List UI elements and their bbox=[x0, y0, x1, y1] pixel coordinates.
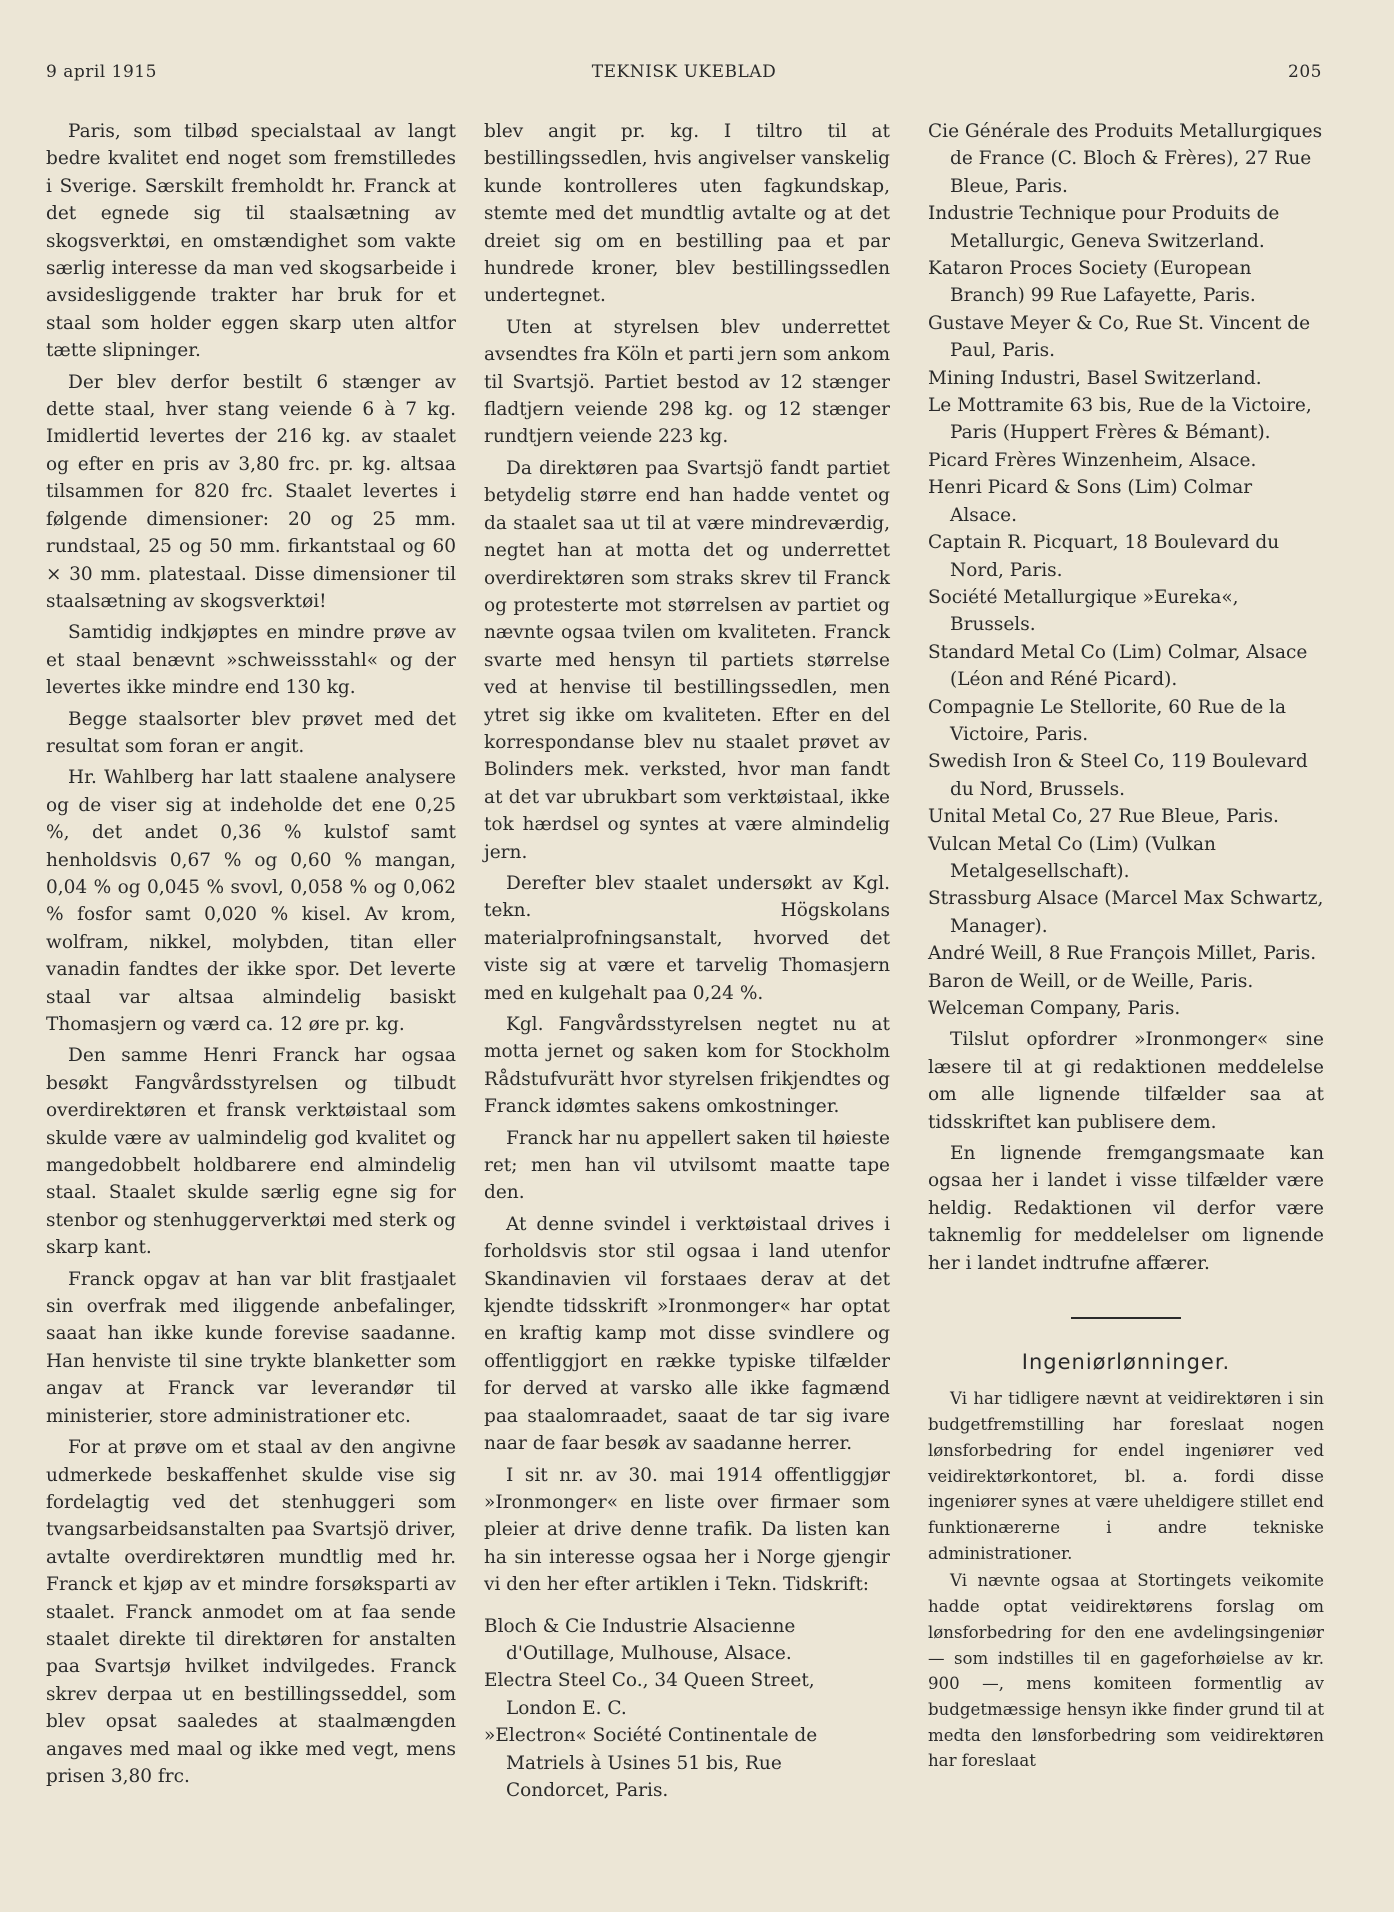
firm-list-item: Vulcan Metal Co (Lim) (Vulkan Metalgesellschaft). bbox=[928, 833, 1216, 882]
firm-list-item: Industrie Technique pour Produits de Metallurgic, Geneva Switzerland. bbox=[928, 203, 1280, 252]
paragraph: I sit nr. av 30. mai 1914 offentliggjør »Ironmonger« en liste over firmaer som pleier at drive denne trafik. Da listen kan ha sin interesse ogsaa her i Norge gjengir vi den her efter artiklen i Tekn. Tidskrift: bbox=[484, 1464, 890, 1596]
firm-list-item: André Weill, 8 Rue François Millet, Paris. bbox=[928, 943, 1317, 965]
section-body bbox=[928, 1386, 1324, 1774]
paragraph: Vi har tidligere nævnt at veidirektøren i sin budgetfremstilling har foreslaat nogen lønsforbedring for endel ingeniører ved veidirektørkontoret, bl. a. fordi disse ingeniører synes at være uheldigere stillet end funktionærerne i andre tekniske administrationer. bbox=[928, 1389, 1324, 1563]
paragraph: Franck har nu appellert saken til høieste ret; men han vil utvilsomt maatte tape den. bbox=[484, 1127, 890, 1204]
page-header bbox=[46, 62, 1322, 92]
paragraph: For at prøve om et staal av den angivne udmerkede beskaffenhet skulde vise sig fordelagtig ved det stenhuggeri som tvangsarbeidsanstalten paa Svartsjö driver, avtalte overdirektøren mundtlig med hr. Franck et kjøp av et mindre forsøksparti av staalet. Franck anmodet om at faa sende staalet direkte til direktøren for anstalten paa Svartsjø hvilket indvilgedes. Franck skrev derpaa ut en bestillingsseddel, som blev opsat saaledes at staalmængden angaves med maal og ikke med vegt, mens prisen 3,80 frc. bbox=[46, 1437, 456, 1787]
firm-list-item: Le Mottramite 63 bis, Rue de la Victoire, Paris (Huppert Frères & Bémant). bbox=[928, 395, 1312, 444]
firm-list-item: Picard Frères Winzenheim, Alsace. bbox=[928, 449, 1257, 471]
column-3 bbox=[928, 118, 1324, 1776]
firm-list-item: Captain R. Picquart, 18 Boulevard du Nord, Paris. bbox=[928, 532, 1280, 581]
firm-list-item: Swedish Iron & Steel Co, 119 Boulevard du Nord, Brussels. bbox=[928, 751, 1308, 800]
firm-list-item: Henri Picard & Sons (Lim) Colmar Alsace. bbox=[928, 477, 1253, 526]
page-number: 205 bbox=[1288, 62, 1322, 82]
paragraph: En lignende fremgangsmaate kan ogsaa her i landet i visse tilfælder være heldig. Redaktionen vil derfor være taknemlig for meddelelser om lignende her i landet indtrufne affærer. bbox=[928, 1143, 1324, 1274]
paragraph: Vi nævnte ogsaa at Stortingets veikomite hadde optat veidirektørens forslag om lønsforbedring for den ene avdelingsingeniør — som indstilles til en gageforhøielse av kr. 900 —, mens komiteen formentlig av budgetmæssige hensyn ikke finder grund til at medta den lønsforbedring som veidirektøren har foreslaat bbox=[928, 1571, 1324, 1771]
paragraph: Uten at styrelsen blev underrettet avsendtes fra Köln et parti jern som ankom til Svartsjö. Partiet bestod av 12 stænger fladtjern veiende 298 kg. og 12 stænger rundtjern veiende 223 kg. bbox=[484, 316, 890, 448]
firm-list-item: Welceman Company, Paris. bbox=[928, 998, 1181, 1019]
section-heading: Ingeniørlønninger. bbox=[1021, 1350, 1231, 1375]
paragraph: Tilslut opfordrer »Ironmonger« sine læsere til at gi redaktionen meddelelse om alle lignende tilfælder saa at tidsskriftet kan publisere dem. bbox=[928, 1029, 1324, 1133]
firm-list-item: Standard Metal Co (Lim) Colmar, Alsace (Léon and Réné Picard). bbox=[928, 641, 1308, 691]
firm-list-item: Compagnie Le Stellorite, 60 Rue de la Victoire, Paris. bbox=[928, 696, 1286, 745]
issue-date: 9 april 1915 bbox=[46, 62, 157, 82]
firm-list-item: Kataron Proces Society (European Branch) 99 Rue Lafayette, Paris. bbox=[928, 258, 1256, 307]
firm-list-item: Bloch & Cie Industrie Alsacienne d'Outillage, Mulhouse, Alsace. bbox=[484, 1615, 796, 1664]
paragraph: Da direktøren paa Svartsjö fandt partiet betydelig større end han hadde ventet og da staalet saa ut til at være mindreværdig, negtet han at motta det og underrettet overdirektøren som straks skrev til Franck og protesterte mot størrelsen av partiet og nævnte ogsaa tvilen om kvaliteten. Franck svarte med hensyn til partiets størrelse ved at henvise til bestillingssedlen, men ytret sig ikke om kvaliteten. Efter en del korrespondanse blev nu staalet prøvet av Bolinders mek. verksted, hvor man fandt at det var ubrukbart som verktøistaal, ikke tok hærdsel og syntes at være almindelig jern. bbox=[484, 457, 890, 863]
firm-list-item: Gustave Meyer & Co, Rue St. Vincent de Paul, Paris. bbox=[928, 312, 1311, 362]
paragraph: Samtidig indkjøptes en mindre prøve av et staal benævnt »schweissstahl« og der levertes ikke mindre end 130 kg. bbox=[46, 622, 456, 699]
firm-list-item: »Electron« Société Continentale de Matriels à Usines 51 bis, Rue Condorcet, Paris. bbox=[484, 1725, 818, 1801]
journal-title: TEKNISK UKEBLAD bbox=[591, 62, 777, 82]
column-2 bbox=[484, 118, 890, 1804]
firm-list-item: Unital Metal Co, 27 Rue Bleue, Paris. bbox=[928, 806, 1279, 828]
paragraph: At denne svindel i verktøistaal drives i forholdsvis stor stil ogsaa i land utenfor Skandinavien vil forstaaes derav at det kjendte tidsskrift »Ironmonger« har optat en kraftig kamp mot disse svindlere og offentliggjort en række typiske tilfælder for derved at varsko alle ikke fagmænd paa staalomraadet, saaat de tar sig ivare naar de faar besøk av saadanne herrer. bbox=[484, 1213, 890, 1455]
paragraph: Den samme Henri Franck har ogsaa besøkt Fangvårdsstyrelsen og tilbudt overdirektøren et fransk verktøistaal som skulde være av ualmindelig god kvalitet og mangedobbelt holdbarere end almindelig staal. Staalet skulde særlig egne sig for stenbor og stenhuggerverktøi med sterk og skarp kant. bbox=[46, 1045, 456, 1259]
paragraph: Paris, som tilbød specialstaal av langt bedre kvalitet end noget som fremstilledes i Sverige. Særskilt fremholdt hr. Franck at det egnede sig til staalsætning av skogsverktøi, en omstændighet som vakte særlig interesse da man ved skogsarbeide i avsidesliggende trakter har bruk for et staal som holder eggen skarp uten altfor tætte slipninger. bbox=[46, 121, 456, 362]
firm-list-item: Mining Industri, Basel Switzerland. bbox=[928, 367, 1262, 389]
section-divider bbox=[1071, 1317, 1181, 1319]
paragraph: Hr. Wahlberg har latt staalene analysere og de viser sig at indeholde det ene 0,25 %, det andet 0,36 % kulstof samt henholdsvis 0,67 % og 0,60 % mangan, 0,04 % og 0,045 % svovl, 0,058 % og 0,062 % fosfor samt 0,020 % kisel. Av krom, wolfram, nikkel, molybden, titan eller vanadin fandtes der ikke spor. Det leverte staal var altsaa almindelig basiskt Thomasjern og værd ca. 12 øre pr. kg. bbox=[46, 767, 456, 1035]
paragraph: Begge staalsorter blev prøvet med det resultat som foran er angit. bbox=[46, 708, 456, 757]
firm-list-item: Strassburg Alsace (Marcel Max Schwartz, Manager). bbox=[928, 888, 1324, 937]
paragraph: blev angit pr. kg. I tiltro til at bestillingssedlen, hvis angivelser vanskelig kunde kontrolleres uten fagkundskap, stemte med det mundtlig avtalte og at det dreiet sig om en bestilling paa et par hundrede kroner, blev bestillingssedlen undertegnet. bbox=[484, 121, 890, 307]
paragraph: Franck opgav at han var blit frastjaalet sin overfrak med iliggende anbefalinger, saaat han ikke kunde forevise saadanne. Han henviste til sine trykte blanketter som angav at Franck var leverandør til ministerier, store administrationer etc. bbox=[46, 1268, 456, 1427]
firm-list-item: Electra Steel Co., 34 Queen Street, London E. C. bbox=[484, 1670, 815, 1719]
column-1 bbox=[46, 118, 456, 1794]
firm-list-item: Cie Générale des Produits Metallurgiques de France (C. Bloch & Frères), 27 Rue Bleue, Paris. bbox=[928, 121, 1323, 197]
paragraph: Kgl. Fangvårdsstyrelsen negtet nu at motta jernet og saken kom for Stockholm Rådstufvurätt hvor styrelsen frikjendtes og Franck idømtes sakens omkostninger. bbox=[484, 1014, 890, 1118]
paragraph: Der blev derfor bestilt 6 stænger av dette staal, hver stang veiende 6 à 7 kg. Imidlertid levertes der 216 kg. av staalet og efter en pris av 3,80 frc. pr. kg. altsaa tilsammen for 820 frc. Staalet levertes i følgende dimensioner: 20 og 25 mm. rundstaal, 25 og 50 mm. firkantstaal og 60 × 30 mm. platestaal. Disse dimensioner til staalsætning av skogsverktøi! bbox=[46, 371, 456, 612]
firm-list-item: Société Metallurgique »Eureka«, Brussels. bbox=[928, 586, 1239, 636]
paragraph: Derefter blev staalet undersøkt av Kgl. tekn. Högskolans materialprofningsanstalt, hvorved det viste sig at være et tarvelig Thomasjern med en kulgehalt paa 0,24 %. bbox=[484, 872, 890, 1004]
firm-list-item: Baron de Weill, or de Weille, Paris. bbox=[928, 970, 1254, 992]
